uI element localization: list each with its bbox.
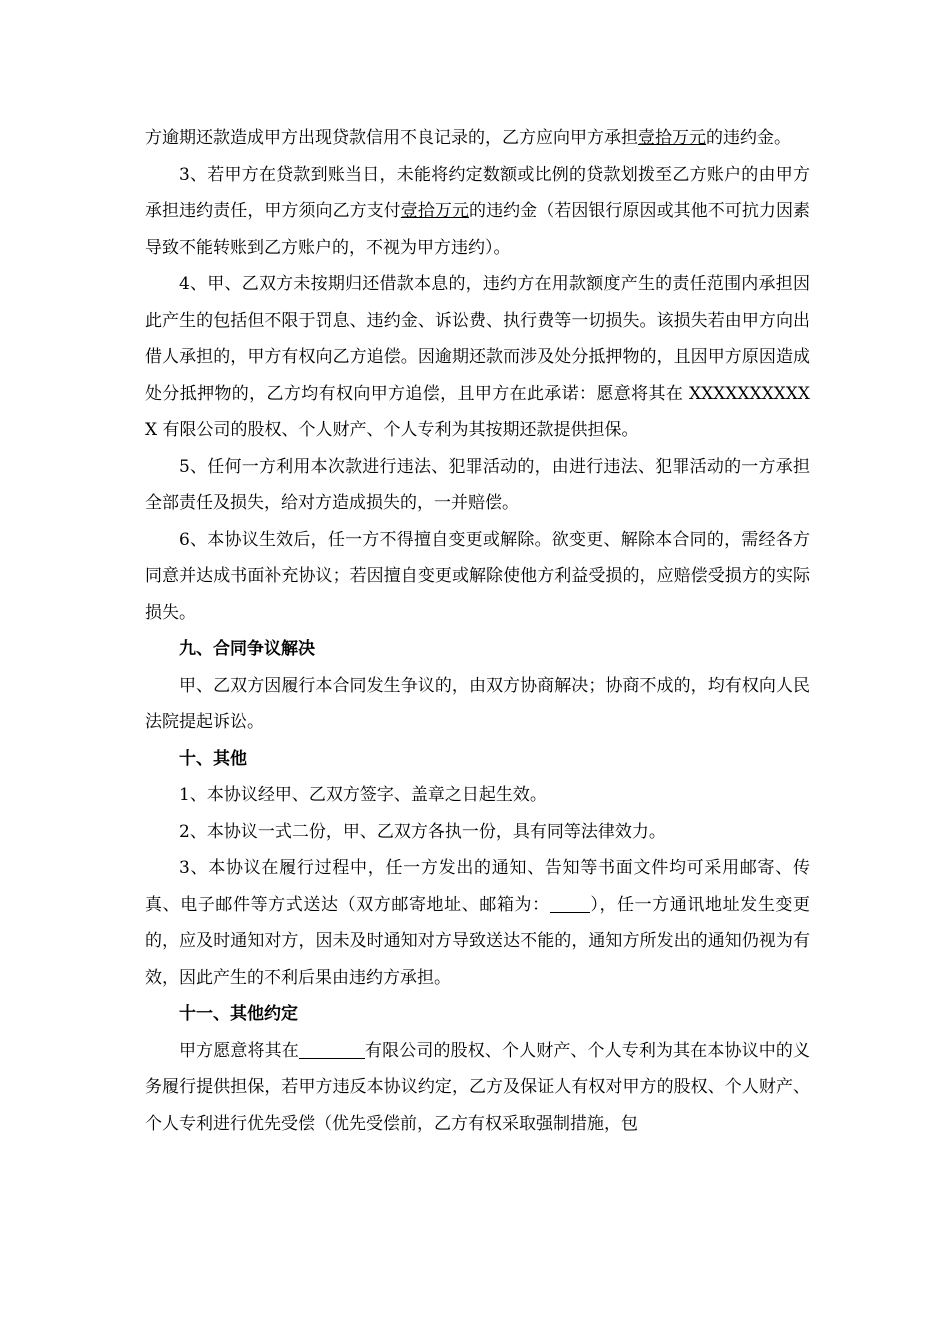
clause-5: 5、任何一方利用本次款进行违法、犯罪活动的，由进行违法、犯罪活动的一方承担全部责任及损失，给对方造成损失的，一并赔偿。 [145, 456, 810, 513]
fill-in-blank [550, 894, 590, 913]
contract-body [145, 120, 810, 1142]
text-segment: 3、本协议在履行过程中，任一方发出的通知、告知等书面文件均可采用邮寄、传真、电子邮件等方式送达（双方邮寄地址、邮箱为： [145, 858, 810, 915]
fill-in-blank [299, 1040, 365, 1059]
clause-10-3 [145, 850, 810, 996]
paragraph-continuation [145, 120, 810, 157]
text-segment: 方逾期还款造成甲方出现贷款信用不良记录的，乙方应向甲方承担 [145, 128, 638, 148]
clause-4: 4、甲、乙双方未按期归还借款本息的，违约方在用款额度产生的责任范围内承担因此产生的包括但不限于罚息、违约金、诉讼费、执行费等一切损失。该损失若由甲方向出借人承担的，甲方有权向乙方追偿。因逾期还款而涉及处分抵押物的，且因甲方原因造成处分抵押物的，乙方均有权向甲方追偿，且甲方在此承诺：愿意将其在 XXXXXXXXXXX 有限公司的股权、个人财产、个人专利为其按期还款提供担保。 [145, 274, 810, 440]
clause-6: 6、本协议生效后，任一方不得擅自变更或解除。欲变更、解除本合同的，需经各方同意并达成书面补充协议；若因擅自变更或解除使他方利益受损的，应赔偿受损方的实际损失。 [145, 529, 810, 623]
section-11-text [145, 1033, 810, 1143]
section-heading-11: 十一、其他约定 [179, 1004, 298, 1024]
text-segment: 有限公司的股权、个人财产、个人专利为其在本协议中的义务履行提供担保，若甲方违反本协议约定，乙方及保证人有权对甲方的股权、个人财产、个人专利进行优先受偿（优先受偿前，乙方有权采取强制措施，包 [145, 1040, 811, 1134]
text-segment: 的违约金。 [706, 128, 791, 148]
text-segment: 甲方愿意将其在 [179, 1040, 299, 1061]
clause-10-2: 2、本协议一式二份，甲、乙双方各执一份，具有同等法律效力。 [179, 821, 666, 842]
text-segment: ），任一方通讯地址发生变更的，应及时通知对方，因未及时通知对方导致送达不能的，通知方所发出的通知仍视为有效，因此产生的不利后果由违约方承担。 [145, 894, 811, 988]
penalty-amount: 壹拾万元 [400, 201, 470, 221]
section-heading-9: 九、合同争议解决 [179, 639, 315, 659]
section-9-text: 甲、乙双方因履行本合同发生争议的，由双方协商解决；协商不成的，均有权向人民法院提起诉讼。 [145, 675, 810, 732]
clause-10-1: 1、本协议经甲、乙双方签字、盖章之日起生效。 [179, 785, 547, 805]
section-heading-10: 十、其他 [179, 748, 247, 769]
text-segment: 3、若甲方在贷款到账当日，未能将约定数额或比例的贷款划拨至乙方账户的由甲方承担违约责任，甲方须向乙方支付 [145, 164, 810, 221]
penalty-amount: 壹拾万元 [638, 128, 706, 148]
text-segment: 的违约金（若因银行原因或其他不可抗力因素导致不能转账到乙方账户的，不视为甲方违约）。 [145, 201, 811, 258]
clause-3 [145, 157, 810, 267]
